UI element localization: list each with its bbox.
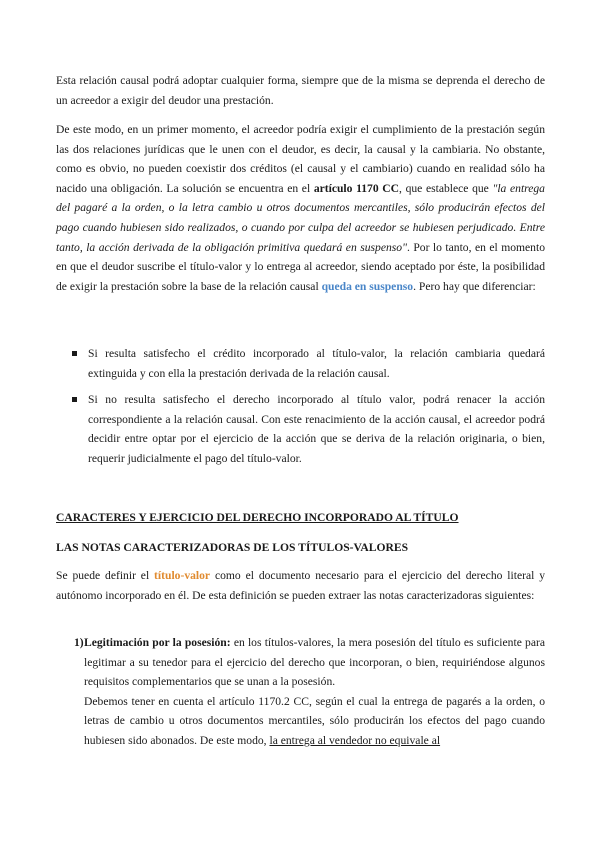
item-extra [84,692,545,751]
paragraph2-text-4: . Pero hay que diferenciar: [413,279,536,293]
item-extra-text: Debemos tener en cuenta el artículo 1170.2 CC, según el cual la entrega de pagarés a la orden, o letras de cambio u otros documentos mercantiles, sólo producirán los efectos del pago cuando hubiesen sido abonados. De este modo, [84,694,545,747]
section-heading: CARACTERES Y EJERCICIO DEL DERECHO INCORPORADO AL TÍTULO [56,511,459,524]
bullet-text: Si resulta satisfecho el crédito incorporado al título-valor, la relación cambiaria quedará extinguida y con ella la prestación derivada de la relación causal. [88,347,545,380]
subsection-heading: LAS NOTAS CARACTERIZADORAS DE LOS TÍTULOS-VALORES [56,541,409,554]
item-extra-underlined: la entrega al vendedor no equivale al [269,733,441,747]
article-quote: "la entrega del pagaré a la orden, o la letra cambio u otros documentos mercantiles, sólo producirán efectos del pago cuando hubiesen sido realizados, o cuando por culpa del acreedor se hubiesen perjudicado. Entre tanto, la acción derivada de la obligación primitiva quedará en suspenso" [56,181,545,254]
numbered-item [56,633,545,751]
bullet-item [56,344,545,383]
bullet-text: Si no resulta satisfecho el derecho incorporado al título valor, podrá renacer la acción correspondiente a la relación causal. Con este renacimiento de la acción causal, el acreedor podrá decidir entre optar por el ejercicio de la acción que se deriva de la relación originaria, o bien, requerir judicialmente el pago del título-valor. [88,393,545,465]
numbered-list [56,633,545,751]
item-number: 1) [74,636,84,649]
bullet-list [56,344,545,476]
square-bullet-icon [72,397,77,402]
square-bullet-icon [72,351,77,356]
paragraph-relacion-causal: Esta relación causal podrá adoptar cualquier forma, siempre que de la misma se deprenda el derecho de un acreedor a exigir del deudor una prestación. [56,74,545,107]
paragraph2-text-3: . Por lo tanto, en el momento en que el deudor suscribe el título-valor y lo entrega al acreedor, siendo aceptado por éste, la posibilidad de exigir la prestación sobre la base de la relación causal [56,240,545,293]
bullet-item [56,390,545,468]
item-text: en los títulos-valores, la mera posesión del título es suficiente para legitimar a su tenedor para el ejercicio del derecho que incorporan, o bien, requiriéndose algunos requisitos complementarios que se unan a la posesión. [84,636,545,689]
paragraph-definicion [56,566,545,605]
paragraph3-text-2: como el documento necesario para el ejercicio del derecho literal y autónomo incorporado en él. De esta definición se pueden extraer las notas caracterizadoras siguientes: [56,569,546,602]
paragraph-primer-momento [56,120,545,296]
highlight-titulo-valor: título-valor [154,569,211,582]
item-body [84,633,545,692]
item-title: Legitimación por la posesión: [84,636,231,649]
paragraph2-text-2: , que establece que [399,181,493,195]
paragraph3-text-1: Se puede definir el [56,569,155,582]
article-reference: artículo 1170 CC [313,181,400,195]
highlight-queda-en-suspenso: queda en suspenso [321,279,414,293]
paragraph2-text-1: De este modo, en un primer momento, el acreedor podría exigir el cumplimiento de la prestación según las dos relaciones jurídicas que le unen con el deudor, es decir, la causal y la cambiaria. No obstante, como es obvio, no pueden coexistir dos créditos (el causal y el cambiario) cuando en realidad sólo ha nacido una obligación. La solución se encuentra en el [56,123,545,195]
